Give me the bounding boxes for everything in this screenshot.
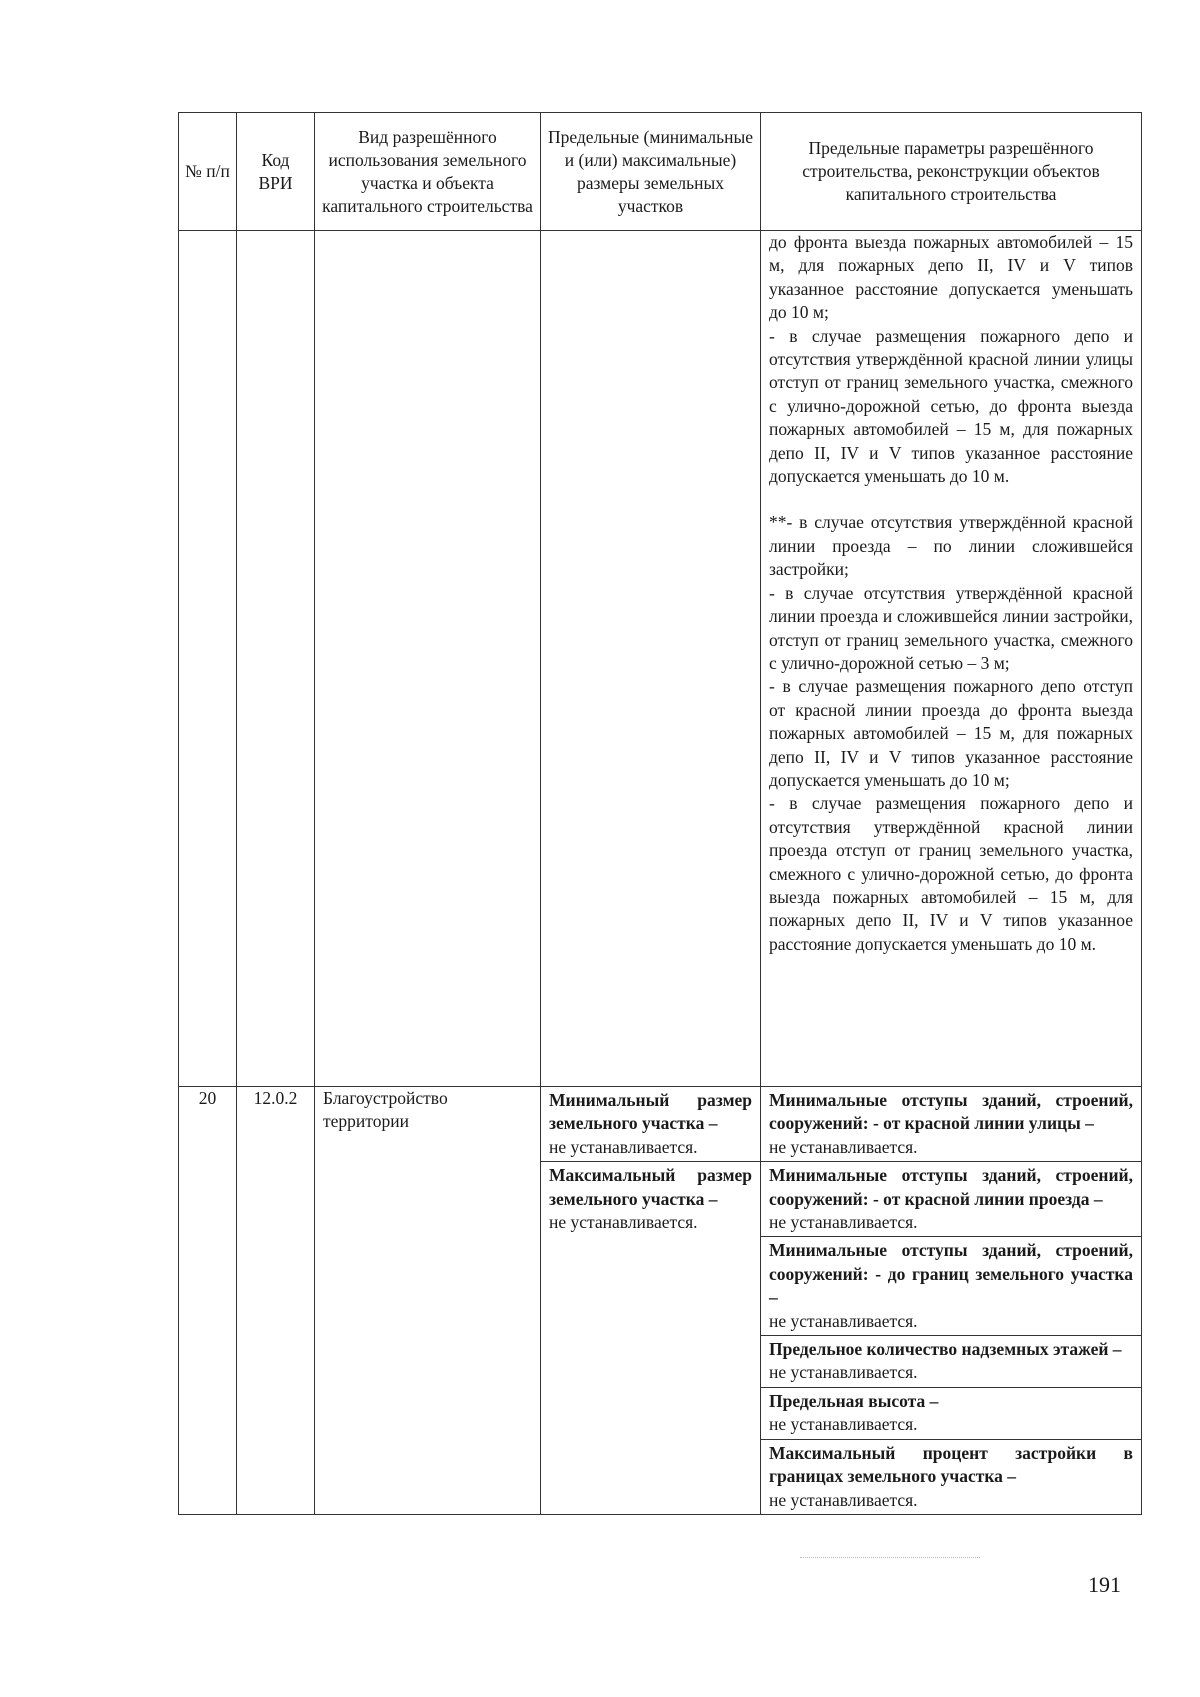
cont-para-5: - в случае размещения пожарного депо отступ от красной линии проезда до фронта выезда пожарных автомобилей – 15 м, для пожарных депо II, IV и V типов указанное расстояние допускается уменьшать до 10 м; bbox=[769, 676, 1133, 790]
row20-param-2-value: не устанавливается. bbox=[769, 1212, 918, 1233]
header-vid: Вид разрешённого использования земельного участка и объекта капитального строительства bbox=[315, 113, 541, 231]
cont-vid-cell bbox=[315, 231, 541, 1087]
cont-para-1: до фронта выезда пожарных автомобилей – 15 м, для пожарных депо II, IV и V типов указанное расстояние допускается уменьшать до 10 м; bbox=[769, 232, 1133, 323]
row20-param-2-label: Минимальные отступы зданий, строений, сооружений: - от красной линии проезда – bbox=[769, 1165, 1133, 1209]
header-code: Код ВРИ bbox=[237, 113, 315, 231]
row20-param-2 bbox=[761, 1161, 1141, 1236]
cont-num-cell bbox=[179, 231, 237, 1087]
row20-param-5-value: не устанавливается. bbox=[769, 1414, 918, 1435]
row20-min-size-value: не устанавливается. bbox=[549, 1136, 698, 1157]
row20-param-3-value: не устанавливается. bbox=[769, 1310, 918, 1331]
row20-param-3 bbox=[761, 1236, 1141, 1335]
header-size: Предельные (минимальные и (или) максимальные) размеры земельных участков bbox=[541, 113, 761, 231]
zoning-table bbox=[178, 112, 1142, 1515]
row20-max-size-value: не устанавливается. bbox=[549, 1212, 698, 1233]
cont-code-cell bbox=[237, 231, 315, 1087]
cont-size-cell bbox=[541, 231, 761, 1087]
row20-size-cell bbox=[541, 1087, 761, 1515]
cont-para-4: - в случае отсутствия утверждённой красной линии проезда и сложившейся линии застройки, отступ от границ земельного участка, смежного с улично-дорожной сетью – 3 м; bbox=[769, 582, 1133, 673]
row20-param-6-label: Максимальный процент застройки в границах земельного участка – bbox=[769, 1442, 1133, 1487]
row20-max-size bbox=[541, 1161, 760, 1484]
cont-params-cell bbox=[761, 231, 1142, 1087]
header-num: № п/п bbox=[179, 113, 237, 231]
header-params: Предельные параметры разрешённого строительства, реконструкции объектов капитального строительства bbox=[761, 113, 1142, 231]
row20-min-size-label: Минимальный размер земельного участка – bbox=[549, 1090, 752, 1134]
scan-marks bbox=[800, 1557, 980, 1560]
row20-num: 20 bbox=[179, 1087, 237, 1515]
table-row-continued bbox=[179, 231, 1142, 1087]
row20-params-cell bbox=[761, 1087, 1142, 1515]
row20-param-1-value: не устанавливается. bbox=[769, 1136, 918, 1157]
row20-code: 12.0.2 bbox=[237, 1087, 315, 1515]
page-number: 191 bbox=[1088, 1572, 1121, 1597]
row20-param-4 bbox=[761, 1335, 1141, 1387]
row20-param-5-label: Предельная высота – bbox=[769, 1390, 939, 1411]
row20-param-4-label: Предельное количество надземных этажей – bbox=[769, 1339, 1122, 1360]
row20-param-1-label: Минимальные отступы зданий, строений, сооружений: - от красной линии улицы – bbox=[769, 1090, 1133, 1134]
cont-para-2: - в случае размещения пожарного депо и отсутствия утверждённой красной линии улицы отступ от границ земельного участка, смежного с улично-дорожной сетью, до фронта выезда пожарных автомобилей – 15 м, для пожарных депо II, IV и V типов указанное расстояние допускается уменьшать до 10 м. bbox=[769, 325, 1133, 487]
table-header-row bbox=[179, 113, 1142, 231]
row20-min-size bbox=[541, 1087, 760, 1161]
row20-param-6-value: не устанавливается. bbox=[769, 1489, 918, 1510]
row20-max-size-label: Максимальный размер земельного участка – bbox=[549, 1165, 752, 1209]
row20-param-3-label: Минимальные отступы зданий, строений, сооружений: - до границ земельного участка – bbox=[769, 1240, 1133, 1308]
cont-para-3: **- в случае отсутствия утверждённой красной линии проезда – по линии сложившейся застройки; bbox=[769, 512, 1133, 580]
row20-param-6 bbox=[761, 1439, 1141, 1514]
row20-param-1 bbox=[761, 1087, 1141, 1161]
cont-para-6: - в случае размещения пожарного депо и отсутствия утверждённой красной линии проезда отступ от границ земельного участка, смежного с улично-дорожной сетью, до фронта выезда пожарных автомобилей – 15 м, для пожарных депо II, IV и V типов указанное расстояние допускается уменьшать до 10 м. bbox=[769, 793, 1133, 954]
table-row-20 bbox=[179, 1087, 1142, 1515]
row20-param-4-value: не устанавливается. bbox=[769, 1362, 918, 1383]
row20-vid: Благоустройство территории bbox=[315, 1087, 541, 1515]
row20-param-5 bbox=[761, 1387, 1141, 1439]
